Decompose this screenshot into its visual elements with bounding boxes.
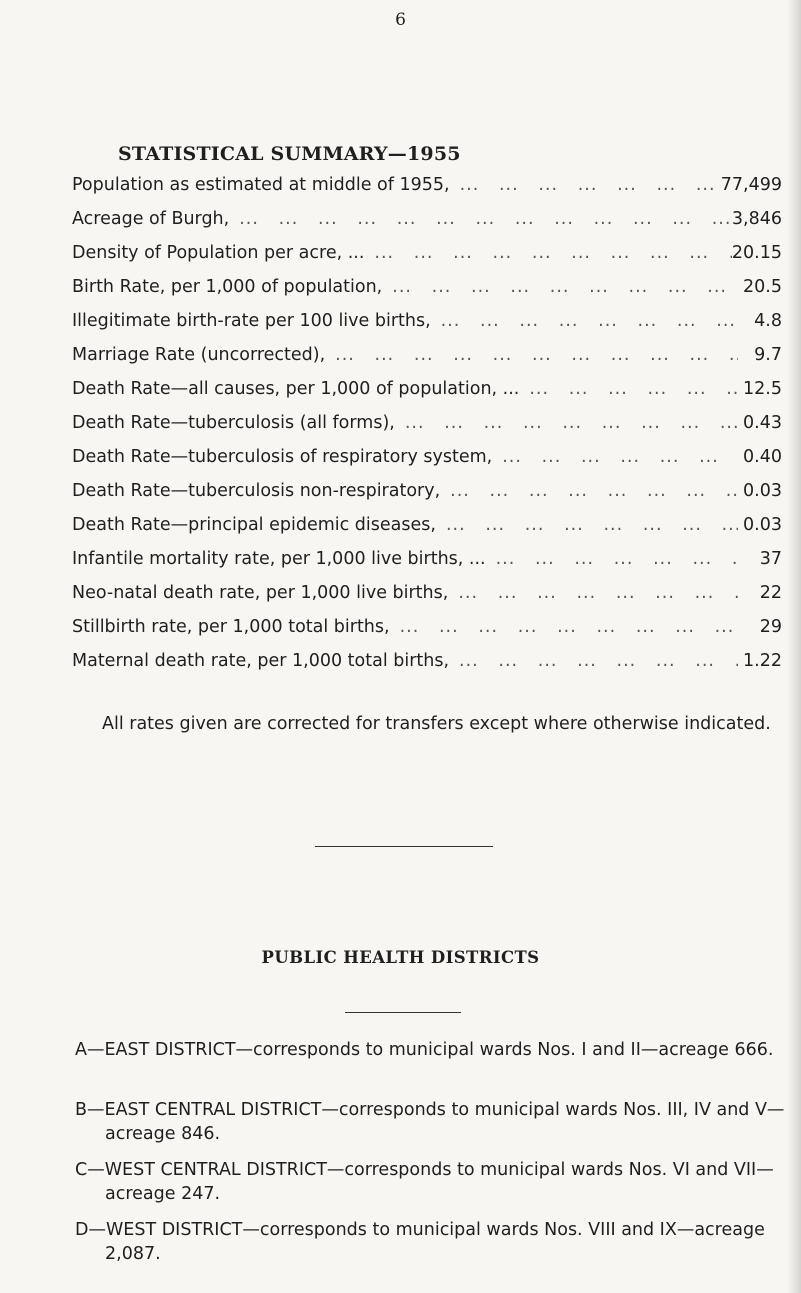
district-item: A—EAST DISTRICT—corresponds to municipal wards Nos. I and II—acreage 666. <box>75 1040 774 1060</box>
leader-dots <box>382 277 738 297</box>
summary-row <box>72 304 782 338</box>
row-label: Density of Population per acre, ... <box>72 243 365 263</box>
summary-row <box>72 406 782 440</box>
row-value: 3,846 <box>731 209 782 229</box>
row-label: Illegitimate birth-rate per 100 live births, <box>72 311 431 331</box>
leader-dots <box>436 515 738 535</box>
leader-dots <box>449 651 738 671</box>
row-value: 77,499 <box>720 175 782 195</box>
row-value: 29 <box>759 617 782 637</box>
row-label: Stillbirth rate, per 1,000 total births, <box>72 617 390 637</box>
leader-dots <box>431 311 738 331</box>
summary-row <box>72 508 782 542</box>
row-value: 20.5 <box>743 277 782 297</box>
row-value: 9.7 <box>754 345 782 365</box>
leader-dots <box>364 243 731 263</box>
row-label: Marriage Rate (uncorrected), <box>72 345 326 365</box>
row-label: Birth Rate, per 1,000 of population, <box>72 277 383 297</box>
row-label: Death Rate—principal epidemic diseases, <box>72 515 436 535</box>
summary-row <box>72 576 782 610</box>
row-label: Death Rate—tuberculosis of respiratory system, <box>72 447 493 467</box>
row-value: 37 <box>759 549 782 569</box>
district-item: B—EAST CENTRAL DISTRICT—corresponds to municipal wards Nos. III, IV and V—acreage 846. <box>75 1100 785 1144</box>
leader-dots <box>519 379 738 399</box>
summary-row <box>72 610 782 644</box>
row-value: 20.15 <box>731 243 782 263</box>
row-value: 0.43 <box>743 413 782 433</box>
summary-row <box>72 338 782 372</box>
leader-dots <box>492 447 738 467</box>
rates-note: All rates given are corrected for transfers except where otherwise indicated. <box>102 714 771 734</box>
divider-rule <box>315 846 493 847</box>
divider-rule <box>345 1012 461 1013</box>
summary-row <box>72 236 782 270</box>
leader-dots <box>448 583 738 603</box>
leader-dots <box>450 175 721 195</box>
row-label: Infantile mortality rate, per 1,000 live births, ... <box>72 549 486 569</box>
summary-row <box>72 474 782 508</box>
row-label: Neo-natal death rate, per 1,000 live births, <box>72 583 449 603</box>
leader-dots <box>229 209 732 229</box>
row-value: 0.40 <box>743 447 782 467</box>
summary-title: STATISTICAL SUMMARY—1955 <box>118 143 461 165</box>
row-label: Death Rate—tuberculosis non-respiratory, <box>72 481 441 501</box>
summary-row <box>72 202 782 236</box>
row-label: Acreage of Burgh, <box>72 209 230 229</box>
district-item: D—WEST DISTRICT—corresponds to municipal wards Nos. VIII and IX—acreage 2,087. <box>75 1220 765 1264</box>
row-value: 0.03 <box>743 481 782 501</box>
row-value: 22 <box>759 583 782 603</box>
row-value: 4.8 <box>754 311 782 331</box>
leader-dots <box>395 413 738 433</box>
summary-row <box>72 644 782 678</box>
row-label: Population as estimated at middle of 1955, <box>72 175 450 195</box>
leader-dots <box>486 549 738 569</box>
summary-row <box>72 270 782 304</box>
summary-row <box>72 440 782 474</box>
leader-dots <box>390 617 738 637</box>
summary-row <box>72 542 782 576</box>
row-label: Death Rate—tuberculosis (all forms), <box>72 413 395 433</box>
row-value: 12.5 <box>743 379 782 399</box>
row-label: Maternal death rate, per 1,000 total births, <box>72 651 450 671</box>
page-number: 6 <box>395 10 406 30</box>
leader-dots <box>325 345 738 365</box>
row-label: Death Rate—all causes, per 1,000 of population, ... <box>72 379 520 399</box>
row-value: 0.03 <box>743 515 782 535</box>
districts-title: PUBLIC HEALTH DISTRICTS <box>261 948 540 967</box>
summary-row <box>72 168 782 202</box>
district-item: C—WEST CENTRAL DISTRICT—corresponds to municipal wards Nos. VI and VII—acreage 247. <box>75 1160 774 1204</box>
leader-dots <box>440 481 738 501</box>
row-value: 1.22 <box>743 651 782 671</box>
summary-row <box>72 372 782 406</box>
